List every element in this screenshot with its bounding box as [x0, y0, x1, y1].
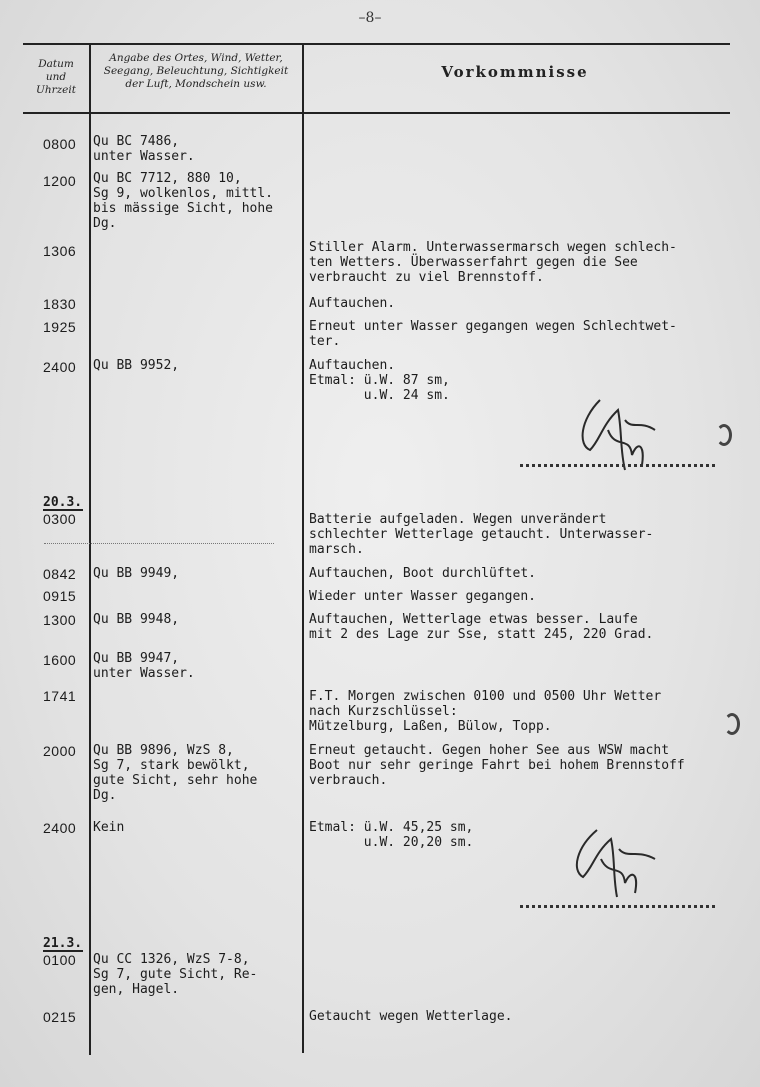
entry-time: 0300	[43, 511, 77, 527]
header-events-column: Vorkommnisse	[441, 63, 589, 81]
entry-time: 0100	[43, 952, 77, 968]
header-place-line: Angabe des Ortes, Wind, Wetter,	[109, 52, 283, 64]
punch-hole-2	[724, 713, 740, 735]
entry-time: 1830	[43, 296, 77, 312]
entry-place: Qu BC 7486, unter Wasser.	[93, 134, 195, 164]
entry-event: Erneut getaucht. Gegen hoher See aus WSW macht Boot nur sehr geringe Fahrt bei hohem Brennstoff verbrauch.	[309, 743, 685, 788]
entry-place: Qu BC 7712, 880 10, Sg 9, wolkenlos, mittl. bis mässige Sicht, hohe Dg.	[93, 171, 274, 231]
header-date-line: Datum	[38, 58, 74, 70]
entry-time: 2400	[43, 820, 77, 836]
entry-time: 2000	[43, 743, 77, 759]
header-top-rule	[23, 43, 730, 45]
entry-event: Wieder unter Wasser gegangen.	[309, 589, 536, 604]
entry-event: F.T. Morgen zwischen 0100 und 0500 Uhr Wetter nach Kurzschlüssel: Mützelburg, Laßen, Bülow, Topp.	[309, 689, 662, 734]
page-number: –8–	[358, 10, 382, 26]
entry-time: 0842	[43, 566, 77, 582]
signature-line-2	[520, 905, 715, 908]
header-date-line: Uhrzeit	[36, 84, 76, 96]
header-place-line: der Luft, Mondschein usw.	[125, 78, 267, 90]
entry-place: Qu BB 9952,	[93, 358, 180, 373]
entry-time: 0800	[43, 136, 77, 152]
date-block-2	[43, 496, 83, 511]
signature-1	[570, 390, 665, 485]
header-bottom-rule	[23, 112, 730, 114]
date-block-3	[43, 937, 83, 952]
signature-line-1	[520, 464, 715, 467]
entry-event: Etmal: ü.W. 45,25 sm, u.W. 20,20 sm.	[309, 820, 474, 850]
header-place-line: Seegang, Beleuchtung, Sichtigkeit	[103, 65, 289, 77]
signature-2	[565, 825, 665, 905]
date-label: 20.3.	[43, 495, 83, 510]
entry-place: Qu CC 1326, WzS 7-8, Sg 7, gute Sicht, Re- gen, Hagel.	[93, 952, 258, 997]
dotted-separator	[44, 543, 274, 544]
entry-event: Batterie aufgeladen. Wegen unverändert schlechter Wetterlage getaucht. Unterwasser- marsch.	[309, 512, 654, 557]
entry-time: 1741	[43, 688, 77, 704]
entry-event: Auftauchen, Wetterlage etwas besser. Laufe mit 2 des Lage zur Sse, statt 245, 220 Grad.	[309, 612, 654, 642]
entry-event: Erneut unter Wasser gegangen wegen Schlechtwet- ter.	[309, 319, 677, 349]
entry-event: Getaucht wegen Wetterlage.	[309, 1009, 513, 1024]
punch-hole-1	[716, 424, 732, 446]
entry-place: Qu BB 9947, unter Wasser.	[93, 651, 195, 681]
entry-place: Qu BB 9948,	[93, 612, 180, 627]
entry-event: Auftauchen, Boot durchlüftet.	[309, 566, 536, 581]
entry-time: 1600	[43, 652, 77, 668]
column-divider-2	[302, 43, 304, 1053]
header-date-column	[24, 58, 88, 97]
entry-event: Auftauchen.	[309, 296, 396, 311]
entry-time: 1306	[43, 243, 77, 259]
date-label: 21.3.	[43, 936, 83, 951]
entry-place: Kein	[93, 820, 125, 835]
entry-time: 0215	[43, 1009, 77, 1025]
header-place-column	[92, 52, 300, 91]
entry-time: 1925	[43, 319, 77, 335]
entry-place: Qu BB 9949,	[93, 566, 180, 581]
entry-time: 1200	[43, 173, 77, 189]
entry-time: 1300	[43, 612, 77, 628]
entry-event: Auftauchen. Etmal: ü.W. 87 sm, u.W. 24 sm.	[309, 358, 450, 403]
entry-event: Stiller Alarm. Unterwassermarsch wegen schlech- ten Wetters. Überwasserfahrt gegen die See verbraucht zu viel Brennstoff.	[309, 240, 677, 285]
entry-time: 2400	[43, 359, 77, 375]
entry-place: Qu BB 9896, WzS 8, Sg 7, stark bewölkt, gute Sicht, sehr hohe Dg.	[93, 743, 258, 803]
column-divider-1	[89, 43, 91, 1055]
header-date-line: und	[45, 71, 67, 83]
entry-time: 0915	[43, 588, 77, 604]
